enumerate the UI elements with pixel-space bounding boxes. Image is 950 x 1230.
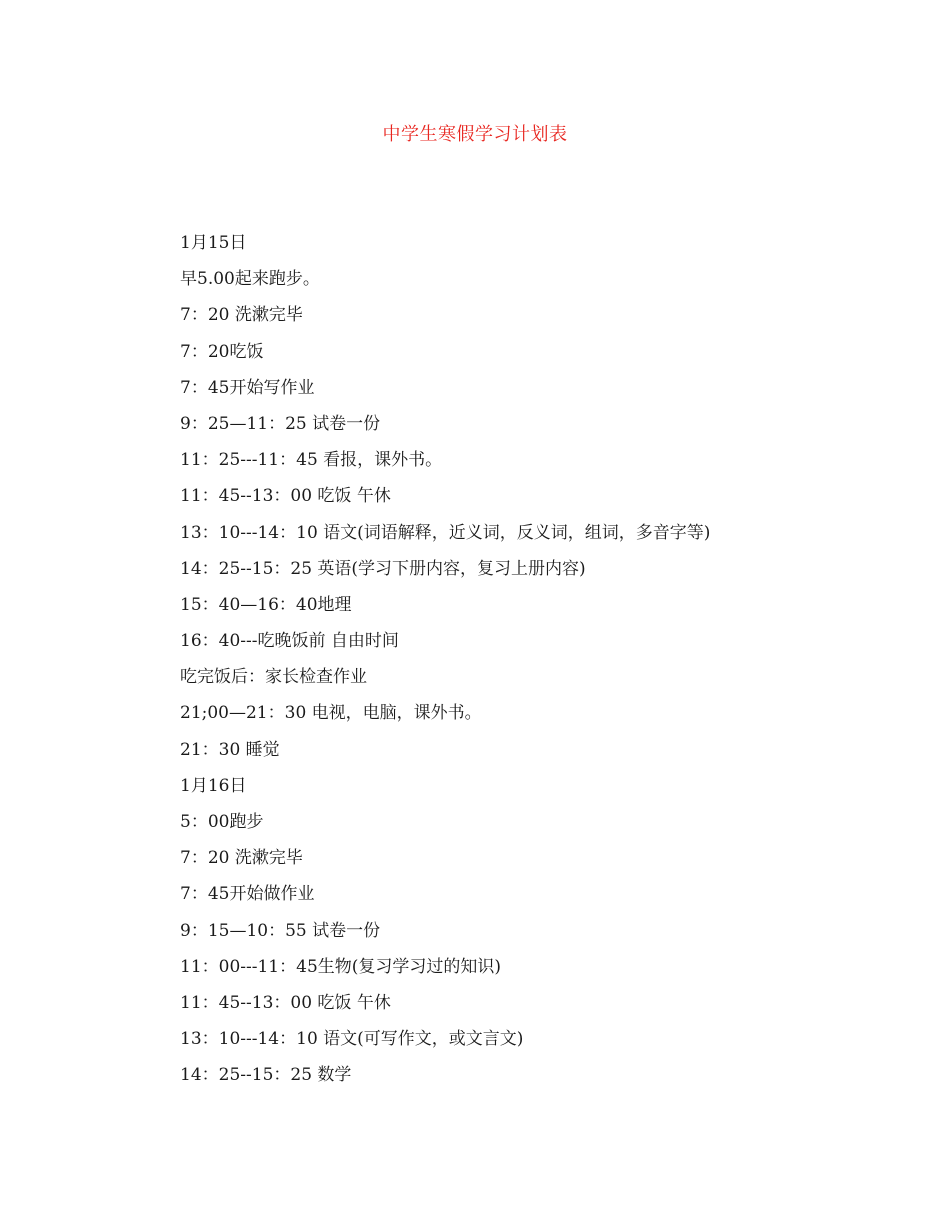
schedule-line: 9：15—10：55 试卷一份 [180,920,381,941]
schedule-line: 7：20 洗漱完毕 [180,848,303,869]
schedule-line: 11：25---11：45 看报，课外书。 [180,450,443,471]
schedule-line: 13：10---14：10 语文(词语解释，近义词，反义词，组词，多音字等) [180,522,711,543]
schedule-line: 16：40---吃晚饭前 自由时间 [180,631,399,652]
schedule-line: 7：45开始写作业 [180,377,315,398]
schedule-line: 21;00—21：30 电视，电脑，课外书。 [180,703,482,724]
schedule-line: 11：45--13：00 吃饭 午休 [180,486,391,507]
schedule-date-heading: 1月16日 [180,775,247,796]
schedule-line: 14：25--15：25 英语(学习下册内容，复习上册内容) [180,558,586,579]
schedule-line: 早5.00起来跑步。 [180,269,320,290]
schedule-line: 吃完饭后：家长检查作业 [180,667,367,688]
schedule-line: 7：20 洗漱完毕 [180,305,303,326]
schedule-line: 21：30 睡觉 [180,739,280,760]
schedule-line: 11：45--13：00 吃饭 午休 [180,992,391,1013]
schedule-line: 14：25--15：25 数学 [180,1065,352,1086]
schedule-line: 7：45开始做作业 [180,884,315,905]
schedule-line: 13：10---14：10 语文(可写作文，或文言文) [180,1029,524,1050]
schedule-line: 7：20吃饭 [180,341,264,362]
schedule-line: 9：25—11：25 试卷一份 [180,413,381,434]
schedule-line: 11：00---11：45生物(复习学习过的知识) [180,956,502,977]
schedule-line: 15：40—16：40地理 [180,594,352,615]
schedule-date-heading: 1月15日 [180,233,247,253]
schedule-list [180,231,880,1100]
schedule-line: 5：00跑步 [180,812,264,832]
document-title: 中学生寒假学习计划表 [382,124,568,145]
